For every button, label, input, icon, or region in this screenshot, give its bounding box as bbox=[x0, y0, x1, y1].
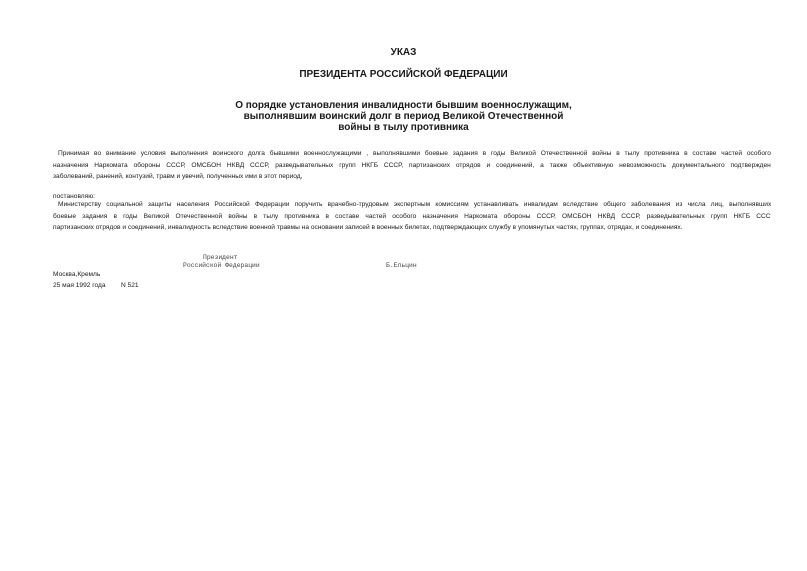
document-heading bbox=[0, 100, 807, 133]
paragraph-line: Принимая во внимание условия выполнения воинского долга бывшими военнослужащими , выполнявшими боевые задания в годы Великой Отечественной войны в тылу противника в составе частей особого bbox=[58, 150, 771, 157]
paragraph-line: заболеваний, ранений, контузий, травм и увечий, полученных ими в этот период, bbox=[53, 173, 303, 180]
paragraph-line: боевые задания в годы Великой Отечественной войны в тылу противника в составе частей особого назначения Наркомата обороны СССР, ОМСБОН НКВД СССР, разведывательных групп НКГБ ССС bbox=[53, 212, 771, 220]
signature-name: Б.Ельцин bbox=[386, 262, 417, 269]
resolution-paragraph bbox=[53, 199, 771, 234]
signing-date: 25 мая 1992 года bbox=[53, 282, 106, 289]
signing-place: Москва,Кремль bbox=[53, 271, 101, 278]
paragraph-line: Министерству социальной защиты населения Российской Федерации поручить врачебно-трудовым экспертным комиссиям устанавливать инвалидам вследствие общего заболевания из числа лиц, выполнявших bbox=[58, 201, 772, 208]
resolve-label: постановляю: bbox=[53, 193, 96, 200]
document-title: УКАЗ bbox=[390, 47, 417, 58]
heading-line: выполнявшим воинский долг в период Великой Отечественной bbox=[243, 111, 564, 122]
decree-number: N 521 bbox=[121, 282, 139, 289]
document-subtitle: ПРЕЗИДЕНТА РОССИЙСКОЙ ФЕДЕРАЦИИ bbox=[299, 69, 508, 80]
paragraph-line: партизанских отрядов и соединений, инвалидность вследствие военной травмы на основании записей в военных билетах, подтверждающих службу в упомянутых частях, группах, отрядах, и соединениях. bbox=[53, 224, 683, 231]
signature-position-line1: Президент bbox=[203, 254, 238, 261]
preamble-paragraph bbox=[53, 148, 771, 183]
paragraph-line: назначения Наркомата обороны СССР, ОМСБОН НКВД СССР, разведывательных групп НКГБ СССР, партизанских отрядов и соединений, а также объективную невозможность документального подтвержден bbox=[53, 161, 771, 169]
heading-line: О порядке установления инвалидности бывшим военнослужащим, bbox=[235, 100, 572, 111]
signature-position-line2: Российской Федерации bbox=[183, 262, 260, 269]
heading-line: войны в тылу противника bbox=[338, 122, 469, 133]
